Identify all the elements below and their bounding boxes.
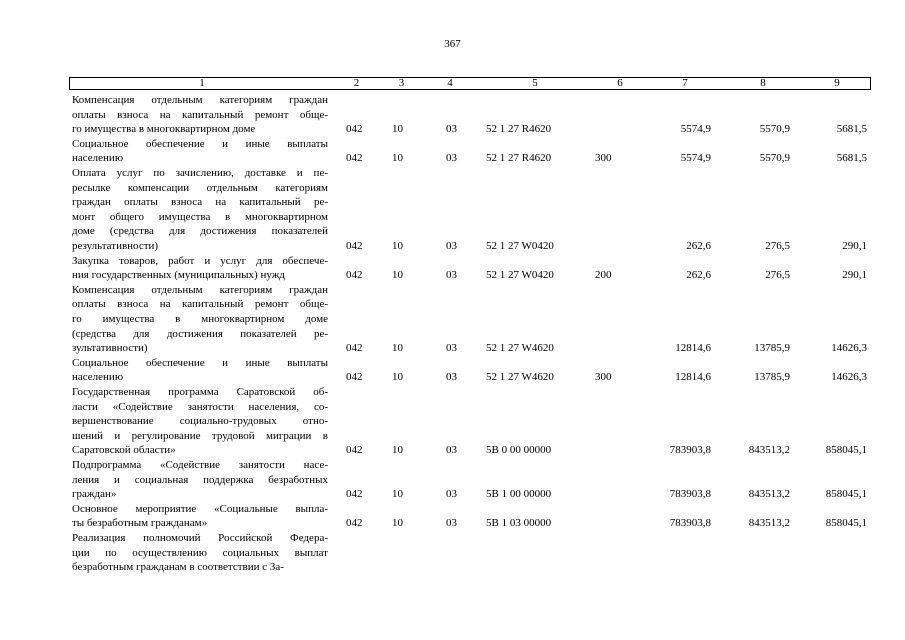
description-line: Закупка товаров, работ и услуг для обеспече- (72, 254, 328, 267)
description-line: го имущества в многоквартирном доме (72, 123, 256, 136)
cell-c3: 10 (392, 517, 403, 530)
cell-c3: 10 (392, 342, 403, 355)
cell-c6: 300 (595, 152, 612, 165)
table-row (72, 458, 872, 502)
description-line: населению (72, 152, 124, 165)
description-line: ты безработным гражданам» (72, 517, 208, 530)
cell-c7: 5574,9 (680, 123, 711, 136)
cell-c5: 5В 1 03 00000 (486, 517, 552, 530)
page-number: 367 (444, 38, 461, 50)
cell-c7: 5574,9 (680, 152, 711, 165)
row-description (72, 137, 328, 166)
description-line: Компенсация отдельным категориям граждан (72, 283, 328, 296)
cell-c5: 52 1 27 R4620 (486, 152, 552, 165)
row-description (72, 356, 328, 385)
cell-c2: 042 (346, 444, 363, 457)
cell-c7: 12814,6 (675, 342, 711, 355)
description-line: граждан» (72, 488, 117, 501)
cell-c8: 276,5 (765, 269, 790, 282)
cell-c9: 5681,5 (836, 123, 867, 136)
cell-c5: 52 1 27 R4620 (486, 123, 552, 136)
description-line: Социальное обеспечение и иные выплаты (72, 137, 328, 150)
description-line: Реализация полномочий Российской Федера- (72, 532, 328, 544)
cell-c2: 042 (346, 152, 363, 165)
cell-c9: 14626,3 (831, 371, 867, 384)
description-line: населению (72, 371, 124, 384)
description-line: безработным гражданам в соответствии с За- (72, 561, 284, 574)
cell-c2: 042 (346, 240, 363, 252)
description-line: Саратовской области» (72, 444, 176, 457)
description-line: оплаты взноса на капитальный ремонт обще- (72, 108, 328, 121)
cell-c9: 858045,1 (825, 488, 867, 501)
description-line: Подпрограмма «Содействие занятости насе- (72, 459, 328, 471)
description-line: оплаты взноса на капитальный ремонт обще- (72, 298, 328, 311)
header-col-3: 3 (398, 77, 405, 89)
cell-c3: 10 (392, 269, 403, 282)
table-row (72, 385, 872, 458)
description-line: монт общего имущества в многоквартирном (72, 210, 328, 223)
cell-c5: 52 1 27 W4620 (486, 371, 554, 384)
cell-c4: 03 (446, 488, 457, 501)
cell-c3: 10 (392, 371, 403, 384)
header-col-5: 5 (532, 77, 538, 89)
cell-c7: 12814,6 (675, 371, 711, 384)
table-header (69, 77, 871, 90)
cell-c9: 5681,5 (836, 152, 867, 165)
cell-c8: 5570,9 (759, 123, 790, 136)
cell-c9: 14626,3 (831, 342, 867, 355)
description-line: ресылке компенсации отдельным категориям (72, 181, 328, 194)
description-line: Основное мероприятие «Социальные выпла- (72, 502, 328, 515)
header-col-1: 1 (199, 77, 205, 89)
cell-c4: 03 (446, 371, 457, 384)
cell-c5: 5В 0 00 00000 (486, 444, 552, 457)
cell-c4: 03 (446, 269, 457, 282)
row-description (72, 502, 328, 531)
table-row (72, 93, 872, 137)
cell-c3: 10 (392, 240, 403, 252)
description-line: доме (средства для достижения показателей (72, 225, 328, 238)
table-row (72, 356, 872, 385)
cell-c7: 783903,8 (669, 488, 711, 501)
cell-c2: 042 (346, 517, 363, 530)
cell-c8: 13785,9 (754, 342, 790, 355)
row-description (72, 531, 328, 575)
cell-c3: 10 (392, 488, 403, 501)
cell-c9: 858045,1 (825, 517, 867, 530)
description-line: ления и социальная поддержка безработных (72, 473, 328, 486)
header-col-8: 8 (760, 77, 766, 89)
cell-c7: 783903,8 (669, 444, 711, 457)
cell-c9: 290,1 (842, 240, 867, 252)
table-row (72, 531, 872, 575)
table-row (72, 283, 872, 356)
description-line: го имущества в многоквартирном доме (72, 312, 328, 325)
header-col-2: 2 (353, 77, 360, 89)
cell-c3: 10 (392, 152, 403, 165)
cell-c2: 042 (346, 342, 363, 355)
cell-c8: 843513,2 (748, 517, 790, 530)
cell-c8: 843513,2 (748, 488, 790, 501)
row-description (72, 166, 328, 254)
description-line: шений и регулирование трудовой миграции в (72, 429, 328, 442)
description-line: Социальное обеспечение и иные выплаты (72, 356, 328, 369)
cell-c8: 13785,9 (754, 371, 790, 384)
cell-c4: 03 (446, 240, 457, 252)
cell-c5: 5В 1 00 00000 (486, 488, 552, 501)
cell-c4: 03 (446, 517, 457, 530)
table-row (72, 137, 872, 166)
cell-c3: 10 (392, 444, 403, 457)
cell-c7: 783903,8 (669, 517, 711, 530)
row-description (72, 93, 328, 137)
cell-c8: 5570,9 (759, 152, 790, 165)
header-col-4: 4 (447, 77, 453, 89)
cell-c8: 843513,2 (748, 444, 790, 457)
header-col-7: 7 (682, 77, 688, 89)
cell-c7: 262,6 (686, 269, 711, 282)
cell-c6: 300 (595, 371, 612, 384)
cell-c5: 52 1 27 W0420 (486, 269, 554, 282)
cell-c8: 276,5 (765, 240, 790, 252)
cell-c2: 042 (346, 123, 363, 136)
cell-c2: 042 (346, 269, 363, 282)
header-col-9: 9 (834, 77, 840, 89)
description-line: зультативности) (72, 342, 148, 355)
description-line: ния государственных (муниципальных) нужд (72, 269, 285, 282)
cell-c5: 52 1 27 W0420 (486, 240, 554, 252)
description-line: ции по осуществлению социальных выплат (72, 546, 328, 559)
description-line: Компенсация отдельным категориям граждан (72, 94, 328, 106)
row-description (72, 254, 328, 283)
cell-c3: 10 (392, 123, 403, 136)
cell-c5: 52 1 27 W4620 (486, 342, 554, 355)
description-line: ласти «Содействие занятости населения, со- (72, 400, 328, 413)
description-line: Государственная программа Саратовской об- (72, 386, 328, 398)
cell-c2: 042 (346, 488, 363, 501)
row-description (72, 283, 328, 356)
table-row (72, 166, 872, 254)
row-description (72, 458, 328, 502)
cell-c4: 03 (446, 444, 457, 457)
cell-c7: 262,6 (686, 240, 711, 252)
cell-c4: 03 (446, 342, 457, 355)
cell-c4: 03 (446, 123, 457, 136)
row-description (72, 385, 328, 458)
table-row (72, 254, 872, 283)
cell-c9: 858045,1 (825, 444, 867, 457)
header-col-6: 6 (617, 77, 623, 89)
cell-c2: 042 (346, 371, 363, 384)
description-line: результативности) (72, 239, 159, 252)
cell-c6: 200 (595, 269, 612, 282)
table-row (72, 502, 872, 531)
description-line: вершенствование социально-трудовых отно- (72, 415, 328, 428)
description-line: (средства для достижения показателей ре- (72, 327, 328, 340)
description-line: Оплата услуг по зачислению, доставке и пе- (72, 167, 328, 179)
cell-c4: 03 (446, 152, 457, 165)
cell-c9: 290,1 (842, 269, 867, 282)
description-line: граждан оплаты взноса на капитальный ре- (72, 196, 328, 209)
